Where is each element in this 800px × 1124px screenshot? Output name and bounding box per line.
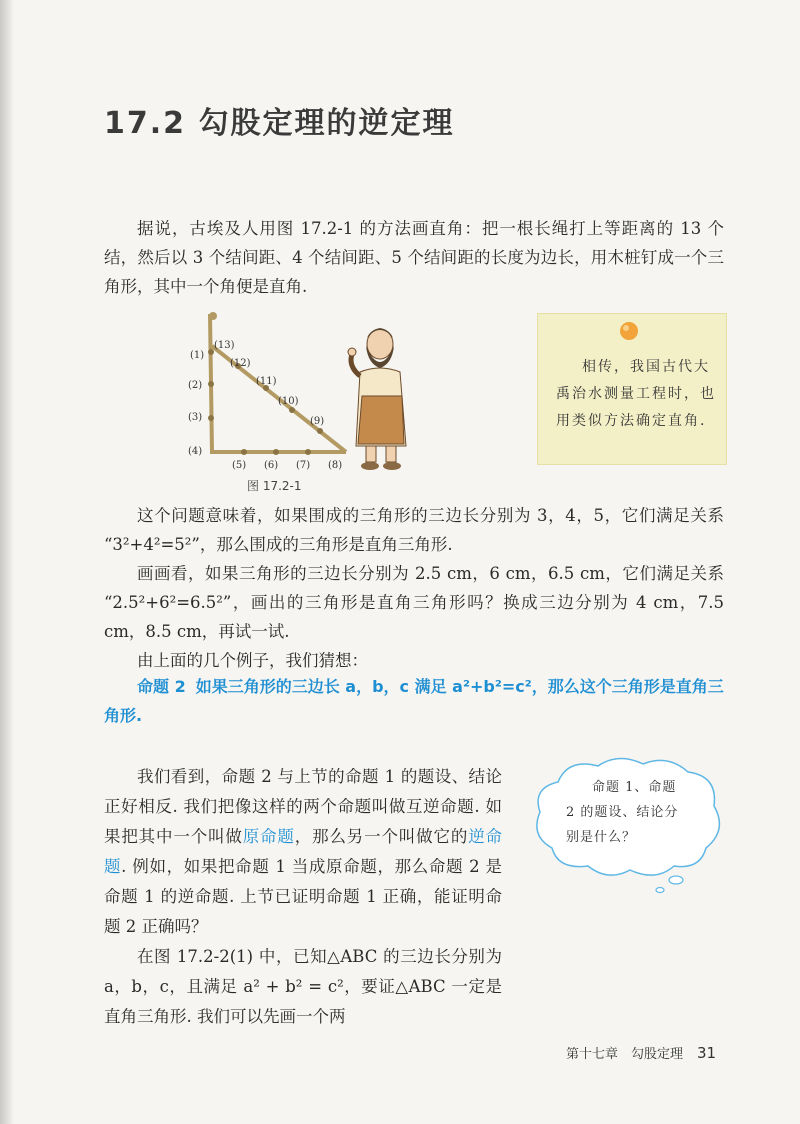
knot-label: (6) bbox=[264, 460, 279, 471]
proposition-2 bbox=[104, 672, 724, 730]
knot-label: (10) bbox=[278, 396, 299, 407]
proposition-text: 如果三角形的三边长 a，b，c 满足 a²+b²=c²，那么这个三角形是直角三角形. bbox=[104, 677, 724, 725]
egyptian-man-illustration bbox=[348, 328, 406, 470]
knot-label: (3) bbox=[188, 412, 203, 423]
thought-cloud-text bbox=[566, 775, 716, 850]
paragraph-5-text: . 例如，如果把命题 1 当成原命题，那么命题 2 是命题 1 的逆命题. 上节已证明命题 1 正确，能证明命题 2 正确吗？ bbox=[104, 857, 503, 936]
knot-label: (2) bbox=[188, 380, 203, 391]
knot-label: (12) bbox=[230, 358, 251, 369]
term-original-proposition: 原命题 bbox=[242, 827, 295, 846]
page-edge bbox=[0, 0, 14, 1124]
page-number: 31 bbox=[697, 1044, 717, 1062]
cloud-line: 命题 1、命题 bbox=[592, 780, 677, 795]
term-converse-proposition: 逆命题 bbox=[104, 827, 503, 876]
side-note bbox=[537, 313, 727, 465]
chapter-label: 第十七章 勾股定理 bbox=[566, 1047, 684, 1062]
knot-label: (5) bbox=[232, 460, 247, 471]
knot-label: (8) bbox=[328, 460, 343, 471]
paragraph-5-text: ，那么另一个叫做它的 bbox=[294, 827, 469, 846]
paragraph-5-text: 我们看到，命题 2 与上节的命题 1 的题设、结论正好相反. 我们把像这样的两个命题叫做互逆命题. 如果把其中一个叫做 bbox=[104, 767, 502, 846]
paragraph-2: 这个问题意味着，如果围成的三角形的三边长分别为 3，4，5，它们满足关系 “3²+4²=5²”，那么围成的三角形是直角三角形. bbox=[104, 506, 724, 554]
knot-label: (4) bbox=[188, 446, 203, 457]
knot-label: (9) bbox=[310, 416, 325, 427]
cloud-line: 别是什么？ bbox=[566, 830, 637, 845]
orange-dot-icon bbox=[616, 318, 642, 344]
side-note-text: 相传，我国古代大禹治水测量工程时，也用类似方法确定直角. bbox=[556, 359, 716, 429]
paragraph-6: 在图 17.2-2(1) 中，已知△ABC 的三边长分别为 a，b，c，且满足 a² + b² = c²，要证△ABC 一定是直角三角形. 我们可以先画一个两 bbox=[104, 947, 502, 1026]
knot-label: (1) bbox=[190, 350, 205, 361]
figure-rope-triangle bbox=[180, 306, 420, 478]
knot-label: (11) bbox=[256, 376, 277, 387]
knot-label: (7) bbox=[296, 460, 311, 471]
section-title: 17.2 勾股定理的逆定理 bbox=[104, 106, 455, 141]
paragraph-3: 画画看，如果三角形的三边长分别为 2.5 cm，6 cm，6.5 cm，它们满足关系 “2.5²+6²=6.5²”，画出的三角形是直角三角形吗？换成三边分别为 4 cm，7.5 cm，8.5 cm，再试一试. bbox=[104, 564, 724, 641]
knot-label: (13) bbox=[214, 340, 235, 351]
figure-caption: 图 17.2-1 bbox=[247, 479, 302, 493]
proposition-label: 命题 2 bbox=[137, 677, 186, 696]
paragraph-5 bbox=[104, 762, 502, 942]
page-footer bbox=[566, 1043, 716, 1062]
cloud-line: 2 的题设、结论分 bbox=[566, 805, 679, 820]
paragraph-1: 据说，古埃及人用图 17.2-1 的方法画直角：把一根长绳打上等距离的 13 个结，然后以 3 个结间距、4 个结间距、5 个结间距的长度为边长，用木桩钉成一个三角形，其中一个角便是直角. bbox=[104, 219, 724, 296]
paragraph-4: 由上面的几个例子，我们猜想： bbox=[137, 651, 368, 670]
